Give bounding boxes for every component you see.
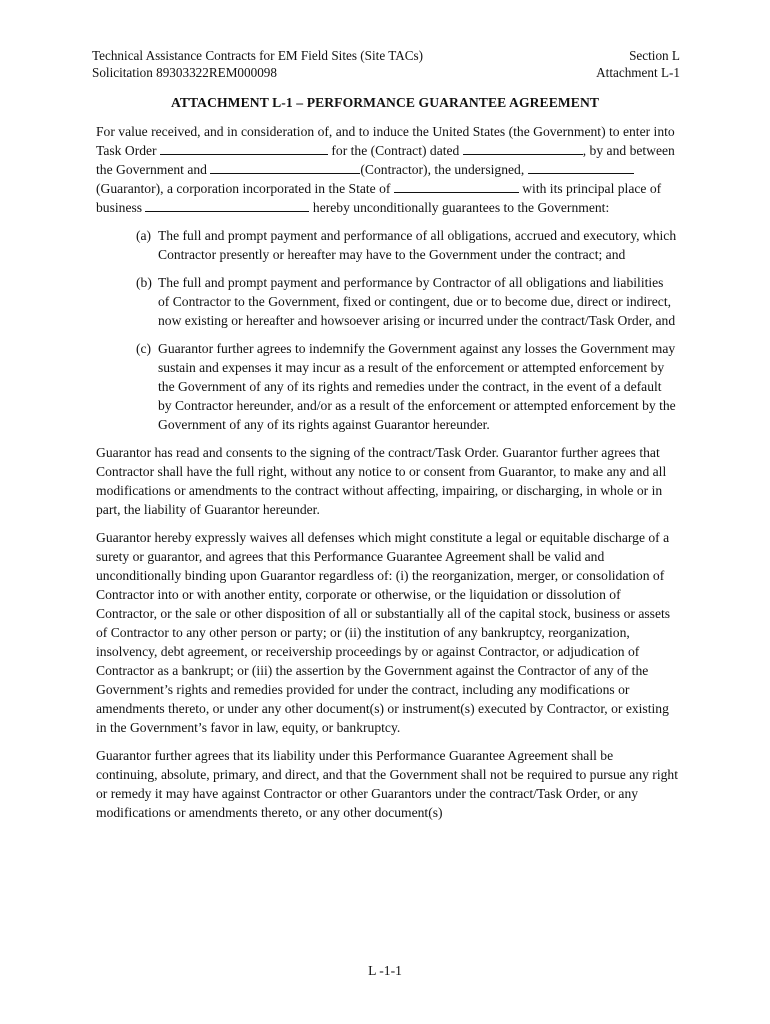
state-blank[interactable] [394,179,519,193]
list-item [136,226,678,264]
intro-paragraph [96,122,678,217]
header-attachment: Attachment L-1 [596,65,680,80]
waiver-paragraph: Guarantor hereby expressly waives all defenses which might constitute a legal or equitable discharge of a surety or guarantor, and agrees that this Performance Guarantee Agreement shall be valid and unconditionally binding upon Guarantor regardless of: (i) the reorganization, merger, or consolidation of Contractor into or with another entity, corporate or otherwise, or the liquidation or dissolution of Contractor, or the sale or other disposition of all or substantially all of the capital stock, business or assets of Contractor to any other person or party; or (ii) the institution of any bankruptcy, reorganization, insolvency, debt agreement, or receivership proceedings by or against Contractor, or adjudication of Contractor as a bankrupt; or (iii) the assertion by the Government against the Contractor of any of the Government’s rights and remedies provided for under the contract, including any modifications or amendments thereto, or under any other document(s) or instrument(s) executed by Contractor, or existing in the Government’s favor in law, equity, or bankruptcy. [96,530,671,735]
intro-text-7: hereby unconditionally guarantees to the Government: [312,200,610,215]
intro-text-4: (Contractor), the undersigned, [360,162,525,177]
list-item-text: The full and prompt payment and performance of all obligations, accrued and executory, which Contractor presently or hereafter may have to the Government under the contract; and [158,228,677,262]
intro-text-2: for the (Contract) dated [331,143,460,158]
place-of-business-blank[interactable] [145,198,309,212]
header-contract-title: Technical Assistance Contracts for EM Field Sites (Site TACs) [92,48,424,63]
header-solicitation-number: Solicitation 89303322REM000098 [92,65,277,80]
document-title: ATTACHMENT L-1 – PERFORMANCE GUARANTEE AGREEMENT [170,95,600,110]
header-section: Section L [629,48,680,63]
list-item-marker: (b) [136,275,152,290]
intro-text-1: For value received, and in consideration of, and to induce the United States (the Government) to enter into Task Order [96,124,675,158]
intro-text-3: , by and between the Government and [96,143,675,177]
list-item-marker: (c) [136,341,152,356]
header-left [92,47,423,81]
consent-paragraph: Guarantor has read and consents to the signing of the contract/Task Order. Guarantor further agrees that Contractor shall have the full right, without any notice to or consent from Guarantor, to make any and all modifications or amendments to the contract without affecting, impairing, or discharging, in whole or in part, the liability of Guarantor hereunder. [96,445,667,517]
header-right [596,47,680,81]
task-order-blank[interactable] [160,141,328,155]
liability-paragraph: Guarantor further agrees that its liability under this Performance Guarantee Agreement shall be continuing, absolute, primary, and direct, and that the Government shall not be required to pursue any right or remedy it may have against Contractor or other Guarantors under the contract/Task Order, or any modifications or amendments thereto, or any other document(s) [96,748,678,820]
list-item [136,273,678,330]
intro-text-5: (Guarantor), a corporation incorporated in the State of [96,181,391,196]
list-item-text: The full and prompt payment and performance by Contractor of all obligations and liabilities of Contractor to the Government, fixed or contingent, due or to become due, direct or indirect, now existing or hereafter and howsoever arising or incurred under the contract/Task Order, and [158,275,676,328]
date-blank[interactable] [463,141,583,155]
document-body [96,122,678,831]
contractor-blank[interactable] [210,160,360,174]
guarantor-blank[interactable] [528,160,634,174]
list-item [136,339,678,434]
list-item-text: Guarantor further agrees to indemnify the Government against any losses the Government may sustain and expenses it may incur as a result of the enforcement or attempted enforcement by the Government of any of its rights and remedies under the contract, in the event of a default by Contractor hereunder, and/or as a result of the enforcement or attempted enforcement by the Government of any of its rights against Guarantor hereunder. [158,341,676,432]
list-item-marker: (a) [136,228,152,243]
guarantee-list [96,226,678,434]
page-header [92,47,680,81]
page-number: L -1-1 [368,963,402,978]
intro-text-6: with its principal place of business [96,181,662,215]
